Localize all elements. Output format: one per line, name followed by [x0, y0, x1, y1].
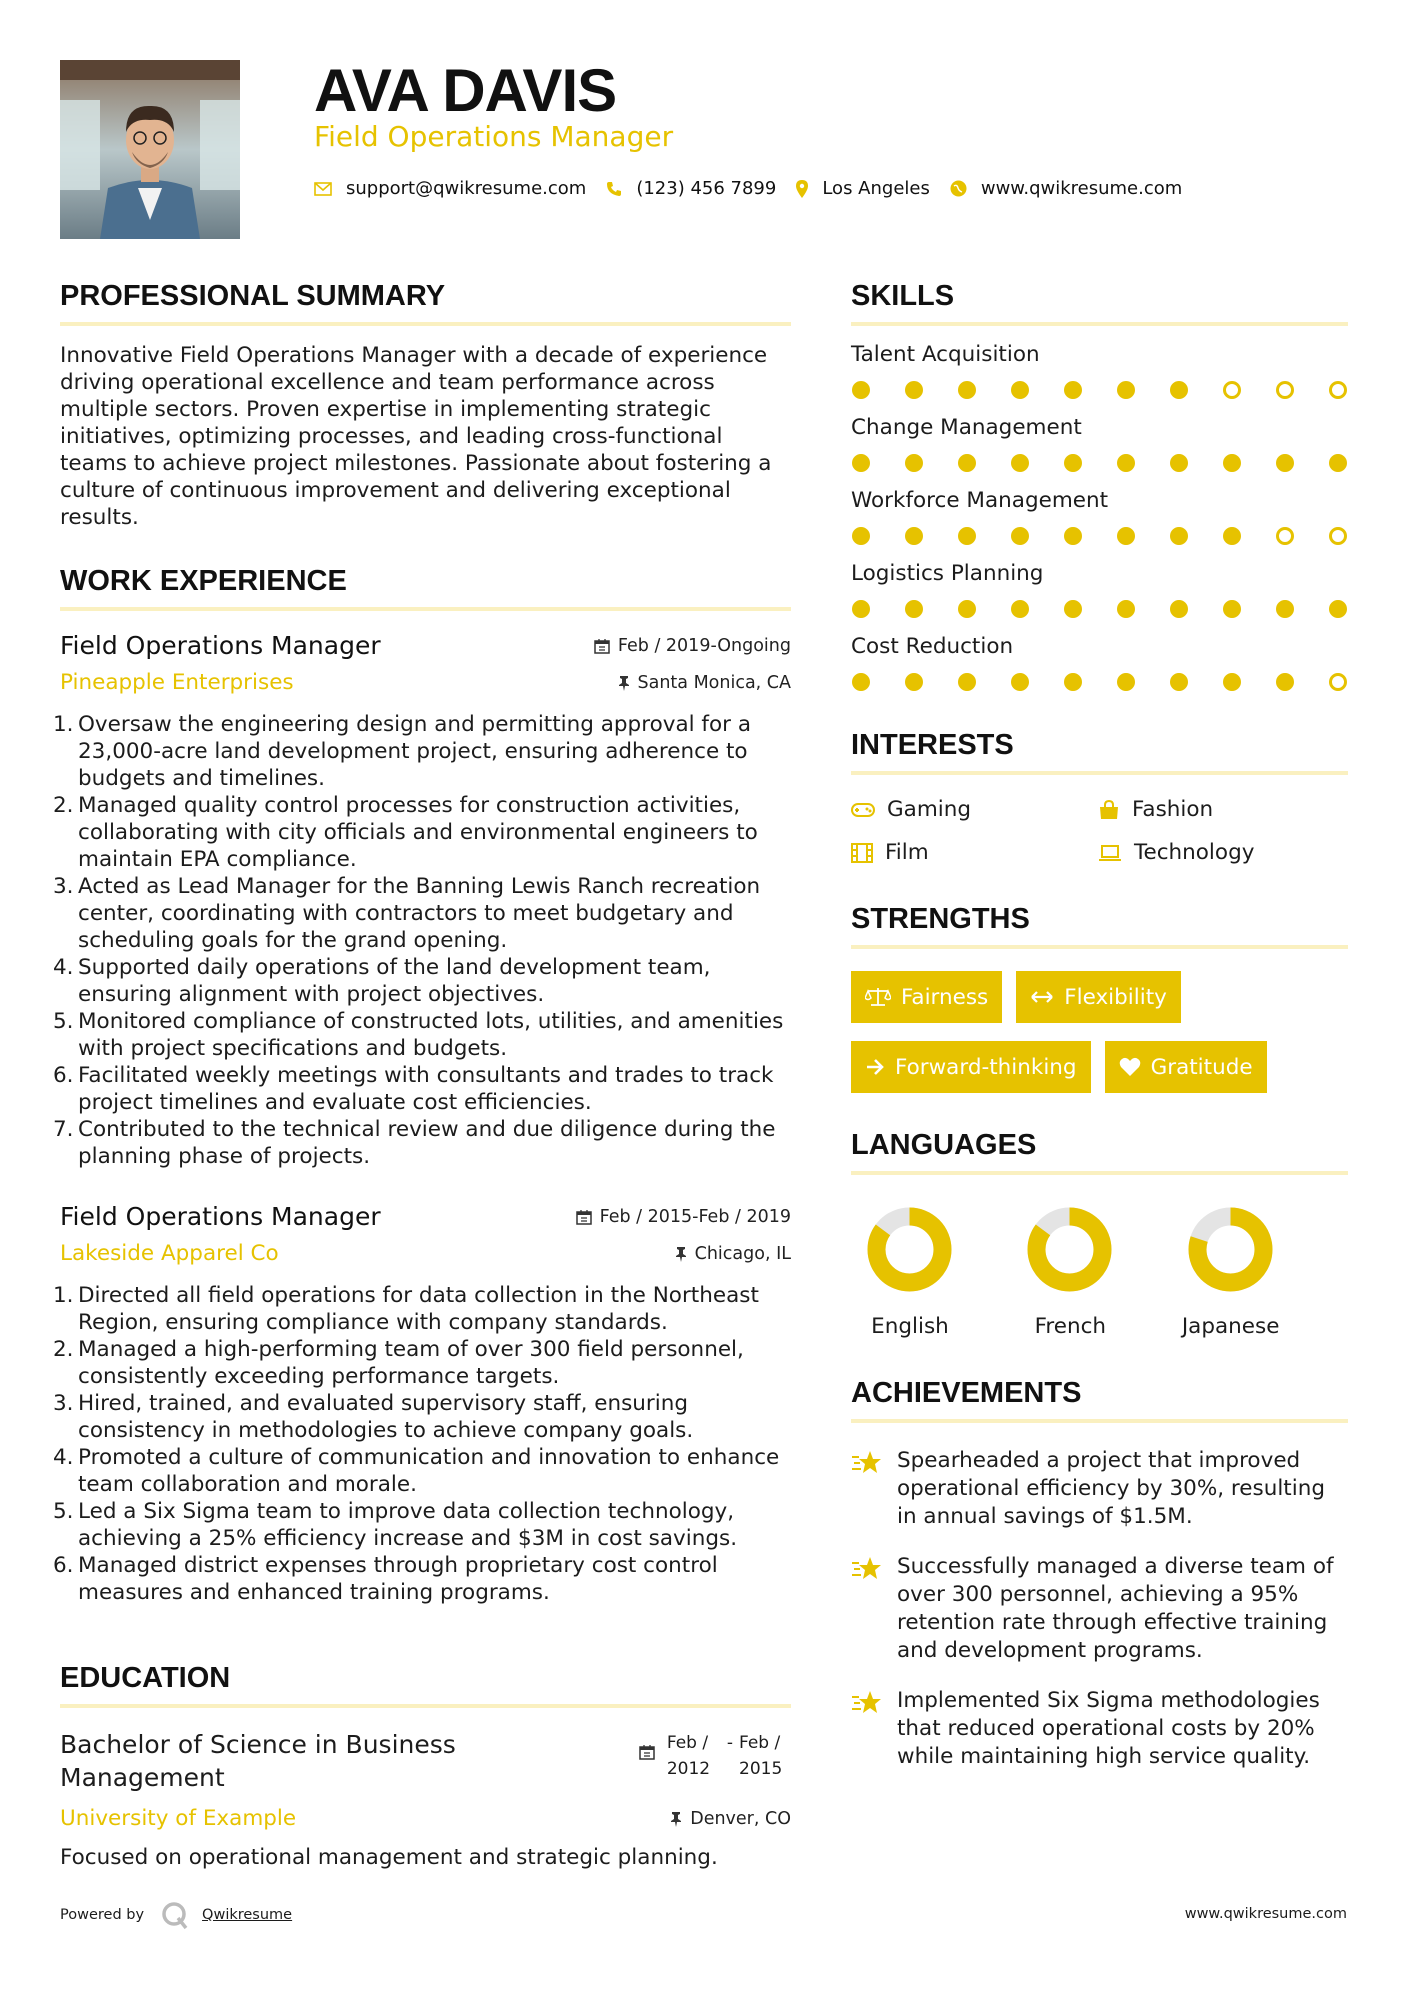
skill-dot-filled	[852, 454, 870, 472]
skill-dot-filled	[1011, 454, 1029, 472]
footer-powered-by	[60, 1900, 292, 1930]
skill-rating	[851, 454, 1348, 472]
star-award-icon	[851, 1449, 883, 1477]
skill-dot-empty	[1329, 673, 1347, 691]
skill-dot-filled	[1170, 673, 1188, 691]
heart-icon	[1119, 1057, 1141, 1077]
interest-item: Film	[851, 840, 1098, 865]
phone-icon	[606, 181, 622, 197]
language-item	[1181, 1207, 1348, 1339]
skill-dot-filled	[1011, 600, 1029, 618]
job-dates: Feb / 2015-Feb / 2019	[599, 1206, 791, 1227]
job-location: Chicago, IL	[694, 1243, 791, 1264]
skill-dot-empty	[1276, 527, 1294, 545]
skill-rating	[851, 381, 1348, 399]
school-name: University of Example	[60, 1806, 297, 1831]
list-item: 5. Led a Six Sigma team to improve data collection technology, achieving a 25% efficiency increase and $3M in cost savings.	[53, 1499, 738, 1551]
powered-by-label: Powered by	[60, 1907, 145, 1923]
calendar-icon	[594, 638, 610, 654]
list-item: 1. Directed all field operations for data collection in the Northeast Region, ensuring compliance with company standards.	[53, 1283, 759, 1335]
candidate-title: Field Operations Manager	[314, 120, 674, 153]
skill-dot-filled	[1170, 454, 1188, 472]
skill-dot-empty	[1276, 381, 1294, 399]
contact-phone-text: (123) 456 7899	[636, 178, 777, 199]
education-start: Feb / 2012	[666, 1733, 711, 1779]
skill-dot-filled	[1276, 673, 1294, 691]
list-item: 5. Monitored compliance of constructed lots, utilities, and amenities with project specifications and budgets.	[53, 1009, 784, 1061]
envelope-icon	[314, 182, 332, 196]
language-name: Japanese	[1181, 1314, 1280, 1339]
company-name: Lakeside Apparel Co	[60, 1241, 279, 1266]
skills-list	[851, 342, 1348, 691]
skill-dot-filled	[1329, 600, 1347, 618]
skill-dot-filled	[958, 454, 976, 472]
contact-phone[interactable]	[606, 178, 776, 199]
language-ring	[867, 1207, 952, 1292]
experience-heading: WORK EXPERIENCE	[60, 565, 791, 611]
job-entry	[53, 631, 791, 1170]
skill-item	[851, 415, 1348, 472]
skill-dot-filled	[1223, 600, 1241, 618]
achievement-item: Spearheaded a project that improved operational efficiency by 30%, resulting in annual savings of $1.5M.	[851, 1447, 1348, 1531]
list-item: 3. Acted as Lead Manager for the Banning Lewis Ranch recreation center, coordinating with contractors to meet budgetary and scheduling goals for the grand opening.	[53, 874, 761, 953]
strength-tag: Forward-thinking	[851, 1041, 1091, 1093]
balance-scale-icon	[865, 987, 891, 1007]
skill-name: Logistics Planning	[851, 561, 1044, 586]
skill-dot-filled	[905, 600, 923, 618]
job-title: Field Operations Manager	[60, 631, 381, 660]
skill-dot-empty	[1329, 381, 1347, 399]
right-column	[851, 280, 1348, 1793]
school-location: Denver, CO	[690, 1808, 791, 1829]
strength-tags	[851, 971, 1348, 1093]
skill-dot-filled	[1117, 381, 1135, 399]
language-name: French	[1034, 1314, 1107, 1339]
pin-icon	[675, 1246, 687, 1262]
skill-name: Cost Reduction	[851, 634, 1014, 659]
skill-item	[851, 488, 1348, 545]
skill-dot-filled	[958, 600, 976, 618]
skill-dot-filled	[958, 381, 976, 399]
skill-dot-filled	[1117, 600, 1135, 618]
pin-icon	[670, 1811, 682, 1827]
skill-dot-filled	[1064, 454, 1082, 472]
summary-heading: PROFESSIONAL SUMMARY	[60, 280, 791, 326]
language-item	[1027, 1207, 1187, 1339]
gamepad-icon	[851, 802, 875, 818]
contact-location	[796, 178, 930, 199]
skill-dot-filled	[1011, 673, 1029, 691]
list-item: 1. Oversaw the engineering design and permitting approval for a 23,000-acre land development project, ensuring adherence to budgets and timelines.	[53, 712, 752, 791]
list-item: 7. Contributed to the technical review and due diligence during the planning phase of projects.	[53, 1117, 776, 1169]
language-item	[867, 1207, 1027, 1339]
achievement-item: Implemented Six Sigma methodologies that reduced operational costs by 20% while maintaining high service quality.	[851, 1687, 1348, 1771]
skill-dot-filled	[905, 454, 923, 472]
languages-list	[851, 1207, 1348, 1339]
education-description: Focused on operational management and strategic planning.	[60, 1845, 718, 1870]
achievements-heading: ACHIEVEMENTS	[851, 1377, 1348, 1423]
strengths-heading: STRENGTHS	[851, 903, 1348, 949]
contact-website[interactable]	[950, 178, 1182, 199]
footer-website[interactable]: www.qwikresume.com	[1184, 1906, 1347, 1922]
list-item: 2. Managed quality control processes for construction activities, collaborating with city officials and environmental engineers to maintain EPA compliance.	[53, 793, 758, 872]
skill-item	[851, 342, 1348, 399]
contact-website-text: www.qwikresume.com	[980, 178, 1183, 199]
skill-dot-filled	[852, 673, 870, 691]
degree-title: Bachelor of Science in Business Management	[60, 1730, 456, 1792]
skill-dot-filled	[1223, 673, 1241, 691]
language-ring	[1027, 1207, 1112, 1292]
skill-name: Workforce Management	[851, 488, 1109, 513]
job-location: Santa Monica, CA	[637, 672, 791, 693]
achievement-item: Successfully managed a diverse team of over 300 personnel, achieving a 95% retention rate through effective training and development programs.	[851, 1553, 1348, 1665]
strength-tag: Flexibility	[1016, 971, 1181, 1023]
star-award-icon	[851, 1555, 883, 1583]
map-marker-icon	[796, 180, 808, 198]
job-bullets	[53, 1282, 791, 1606]
list-item: 4. Promoted a culture of communication and innovation to enhance team collaboration and morale.	[53, 1445, 780, 1497]
film-icon	[851, 843, 873, 863]
education-heading: EDUCATION	[60, 1662, 791, 1708]
contact-location-text: Los Angeles	[822, 178, 930, 199]
company-name: Pineapple Enterprises	[60, 670, 294, 695]
strength-tag: Fairness	[851, 971, 1002, 1023]
language-ring	[1188, 1207, 1273, 1292]
list-item: 2. Managed a high-performing team of over 300 field personnel, consistently exceeding performance targets.	[53, 1337, 744, 1389]
skill-dot-filled	[1170, 600, 1188, 618]
skill-rating	[851, 527, 1348, 545]
globe-icon	[950, 180, 967, 197]
skill-item	[851, 634, 1348, 691]
contact-email-text: support@qwikresume.com	[346, 178, 587, 199]
interests-heading: INTERESTS	[851, 729, 1348, 775]
list-item: 6. Managed district expenses through proprietary cost control measures and enhanced training programs.	[53, 1553, 718, 1605]
skill-dot-filled	[1170, 381, 1188, 399]
skill-dot-filled	[1170, 527, 1188, 545]
skill-dot-filled	[1064, 673, 1082, 691]
language-name: English	[871, 1314, 949, 1339]
calendar-icon	[639, 1744, 655, 1760]
interest-item: Fashion	[1098, 797, 1348, 822]
skill-dot-filled	[852, 381, 870, 399]
skill-dot-filled	[1329, 454, 1347, 472]
skill-rating	[851, 673, 1348, 691]
skill-dot-filled	[1223, 527, 1241, 545]
achievements-list	[851, 1447, 1348, 1771]
profile-photo	[60, 60, 240, 239]
skill-dot-filled	[905, 381, 923, 399]
skill-dot-filled	[1064, 527, 1082, 545]
skill-dot-filled	[1117, 673, 1135, 691]
list-item: 6. Facilitated weekly meetings with consultants and trades to track project timelines and evaluate cost efficiencies.	[53, 1063, 774, 1115]
skill-dot-filled	[958, 673, 976, 691]
job-entry	[53, 1202, 791, 1606]
summary-text: Innovative Field Operations Manager with a decade of experience driving operational excellence and team performance across multiple sectors. Proven expertise in implementing strategic initiatives, optimizing processes, and leading cross-functional teams to achieve project milestones. Passionate about fostering a culture of continuous improvement and delivering exceptional results.	[60, 343, 772, 530]
candidate-name: AVA DAVIS	[314, 57, 617, 124]
strength-tag: Gratitude	[1105, 1041, 1267, 1093]
skills-heading: SKILLS	[851, 280, 1348, 326]
skill-dot-empty	[1329, 527, 1347, 545]
skill-rating	[851, 600, 1348, 618]
skill-dot-filled	[958, 527, 976, 545]
arrows-horizontal-icon	[1030, 990, 1054, 1004]
shopping-bag-icon	[1098, 800, 1120, 820]
contact-bar	[314, 178, 1202, 199]
list-item: 4. Supported daily operations of the land development team, ensuring alignment with project objectives.	[53, 955, 711, 1007]
skill-dot-filled	[1011, 527, 1029, 545]
list-item: 3. Hired, trained, and evaluated supervisory staff, ensuring consistency in methodologies to achieve company goals.	[53, 1391, 694, 1443]
skill-name: Change Management	[851, 415, 1082, 440]
education-end: Feb / 2015	[739, 1733, 783, 1779]
contact-email[interactable]	[314, 178, 586, 199]
skill-dot-empty	[1223, 381, 1241, 399]
languages-heading: LANGUAGES	[851, 1129, 1348, 1175]
job-dates: Feb / 2019-Ongoing	[617, 635, 791, 656]
laptop-icon	[1098, 844, 1122, 862]
skill-dot-filled	[852, 600, 870, 618]
interest-item: Technology	[1098, 840, 1348, 865]
job-bullets	[53, 711, 791, 1170]
skill-dot-filled	[1276, 454, 1294, 472]
skill-dot-filled	[1064, 381, 1082, 399]
job-title: Field Operations Manager	[60, 1202, 381, 1231]
pin-icon	[618, 675, 630, 691]
qwikresume-link[interactable]: Qwikresume	[202, 1907, 293, 1923]
calendar-icon	[576, 1209, 592, 1225]
skill-dot-filled	[905, 673, 923, 691]
skill-dot-filled	[1223, 454, 1241, 472]
arrow-right-icon	[865, 1058, 885, 1076]
qwikresume-logo-icon	[160, 1900, 190, 1930]
star-award-icon	[851, 1689, 883, 1717]
skill-dot-filled	[905, 527, 923, 545]
skill-item	[851, 561, 1348, 618]
left-column: PROFESSIONAL SUMMARY Innovative Field Operations Manager with a decade of experience driving operational excellence and team performance across multiple sectors. Proven expertise in implementing strategic initiatives, optimizing processes, and leading cross-functional teams to achieve project milestones. Passionate about fostering a culture of continuous improvement and delivering exceptional results. WORK EXPERIENCE Field Operations Manager Feb / 2019-Ongoing Pineapple Enterprises Santa Monica, CA 1. Oversaw the engineering design and permitting approval for a 23,000-acre land development project, ensuring adherence to budgets and timelines. 2. Managed quality control processes for construction activities, collaborating with city officials and environmental engineers to maintain EPA compliance. 3. Acted as Lead Manager for the Banning Lewis Ranch recreation center, coordinating with contractors to meet budgetary and scheduling goals for the grand opening. 4. Supported daily operations of the land development team, ensuring alignment with project objectives. 5. Monitored compliance of constructed lots, utilities, and amenities with project specifications and budgets. 6. Facilitated weekly meetings with consultants and trades to track project timelines and evaluate cost efficiencies. 7. Contributed to the technical review and due diligence during the planning phase of projects. Field Operations Manager Feb / 2015-Feb / 2019 Lakeside Apparel Co Chicago, IL 1. Directed all field operations for data collection in the Northeast Region, ensuring compliance with company standards. 2. Managed a high-performing team of over 300 field personnel, consistently exceeding performance targets. 3. Hired, trained, and evaluated supervisory staff, ensuring consistency in methodologies to achieve company goals. 4. Promoted a culture of communication and innovation to enhance team collaboration and morale. 5. Led a Six Sigma team to improve data collection technology, achieving a 25% efficiency increase and $3M in cost savings. 6. Managed district expenses through proprietary cost control measures and enhanced training programs. EDUCATION Bachelor of Science in Business Management Feb / 2012 - Feb / 2015 University of Example Denver, CO Focused on operational management and strategic planning.	[53, 280, 791, 1870]
skill-name: Talent Acquisition	[851, 342, 1040, 367]
skill-dot-filled	[1117, 454, 1135, 472]
skill-dot-filled	[1064, 600, 1082, 618]
skill-dot-filled	[1011, 381, 1029, 399]
skill-dot-filled	[1117, 527, 1135, 545]
interest-item: Gaming	[851, 797, 1098, 822]
skill-dot-filled	[1276, 600, 1294, 618]
skill-dot-filled	[852, 527, 870, 545]
